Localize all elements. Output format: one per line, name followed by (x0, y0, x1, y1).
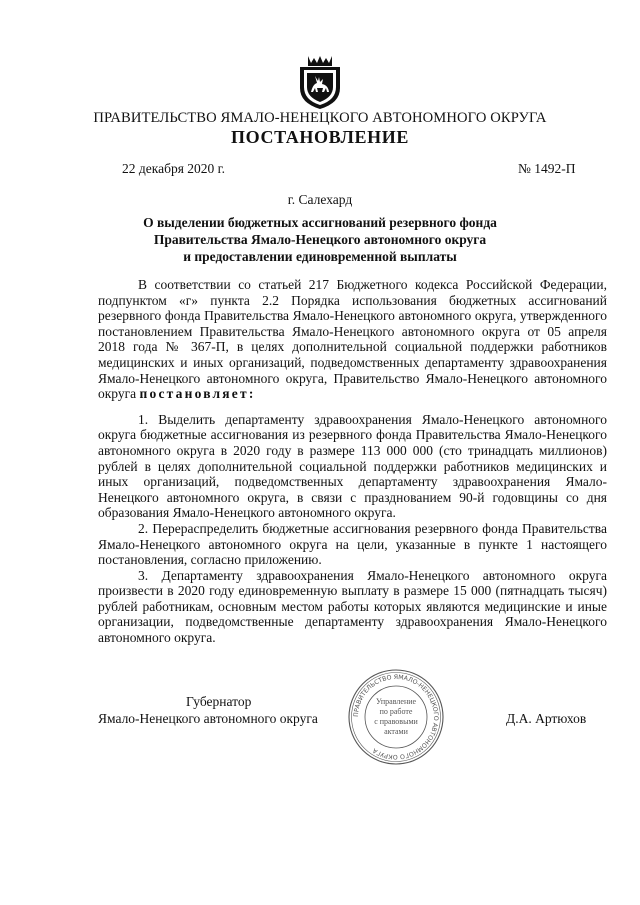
seal-center-line-2: по работе (379, 707, 413, 716)
preamble-paragraph (98, 277, 607, 402)
seal-center-line-3: с правовыми (374, 717, 418, 726)
government-name: ПРАВИТЕЛЬСТВО ЯМАЛО-НЕНЕЦКОГО АВТОНОМНОГО ОКРУГА (93, 110, 547, 126)
preamble-text: В соответствии со статьей 217 Бюджетного кодекса Российской Федерации, подпунктом «г» пункта 2.2 Порядка использования бюджетных ассигнований резервного фонда Правительства Ямало-Ненецкого автономного округа, утвержденного постановлением Правительства Ямало-Ненецкого автономного округа от 05 апреля 2018 года № 367-П, в целях дополнительной социальной поддержки работников медицинских и иных организаций, подведомственных департаменту здравоохранения Ямало-Ненецкого автономного округа, Правительство Ямало-Ненецкого автономного округа (98, 277, 607, 402)
seal-ring-text: ПРАВИТЕЛЬСТВО ЯМАЛО-НЕНЕЦКОГО АВТОНОМНОГО ОКРУГА (352, 673, 440, 761)
item-1: 1. Выделить департаменту здравоохранения Ямало-Ненецкого автономного округа бюджетные ассигнования из резервного фонда Правительства Ямало-Ненецкого автономного округа в 2020 году в размере 113 000 000 (сто тринадцать миллионов) рублей в целях дополнительной социальной поддержки работников медицинских и иных организаций, подведомственных департаменту здравоохранения Ямало-Ненецкого автономного округа, в связи с празднованием 90-й годовщины со дня образования Ямало-Ненецкого автономного округа. (98, 411, 607, 521)
heading-line-3: и предоставлении единовременной выплаты (183, 249, 457, 264)
heading-line-1: О выделении бюджетных ассигнований резервного фонда (143, 215, 497, 230)
signatory-title: Губернатор (186, 694, 252, 709)
signatory-organization: Ямало-Ненецкого автономного округа (98, 711, 318, 726)
heading-line-2: Правительства Ямало-Ненецкого автономного округа (153, 232, 487, 247)
document-body (98, 277, 607, 646)
document-city: г. Салехард (287, 192, 353, 207)
item-2: 2. Перераспределить бюджетные ассигнования резервного фонда Правительства Ямало-Ненецкого автономного округа на цели, указанные в пункте 1 настоящего постановления, согласно приложению. (98, 520, 607, 568)
coat-of-arms-icon (295, 54, 345, 110)
signatory-name: Д.А. Артюхов (506, 711, 587, 726)
official-seal (346, 667, 446, 767)
item-3: 3. Департаменту здравоохранения Ямало-Ненецкого автономного округа произвести в 2020 году единовременную выплату в размере 15 000 (пятнадцать тысяч) рублей работникам, основным местом работы которых являются медицинские и иные организации, подведомственные департаменту здравоохранения Ямало-Ненецкого автономного округа. (98, 567, 607, 646)
document-date: 22 декабря 2020 г. (122, 161, 226, 176)
decree-word: постановляет: (139, 386, 256, 402)
document-heading (110, 214, 530, 265)
document-type: ПОСТАНОВЛЕНИЕ (231, 127, 409, 147)
seal-center-line-4: актами (384, 727, 408, 736)
document-number: № 1492-П (518, 161, 576, 176)
seal-center-line-1: Управление (375, 697, 417, 706)
